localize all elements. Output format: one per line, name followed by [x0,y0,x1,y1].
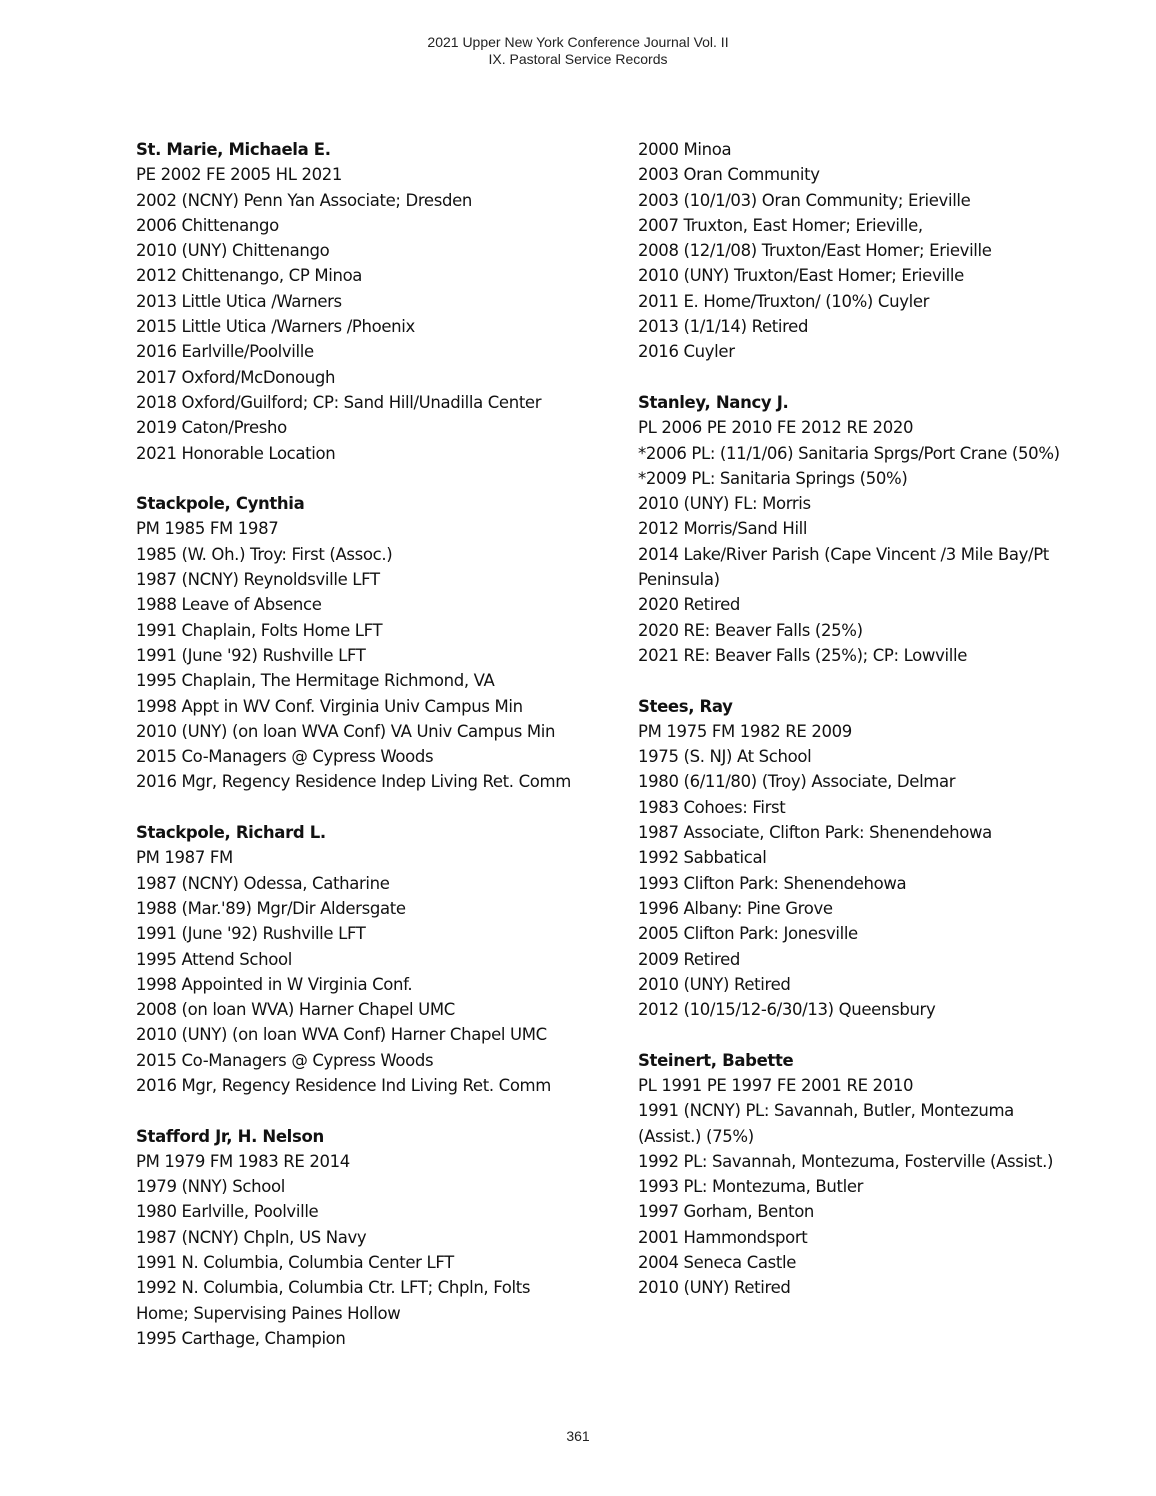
service-record-line: 2010 (UNY) Retired [638,1278,791,1298]
service-record-line: 1995 Carthage, Champion [136,1328,346,1348]
service-record-line: 1998 Appt in WV Conf. Virginia Univ Campus Min [136,696,523,716]
service-record-line: *2006 PL: (11/1/06) Sanitaria Sprgs/Port Crane (50%) [638,443,1060,463]
pastor-name: St. Marie, Michaela E. [136,140,331,159]
service-record-line: 2020 Retired [638,595,741,615]
service-record-line: PE 2002 FE 2005 HL 2021 [136,165,343,185]
service-record-line: 2016 Cuyler [638,342,735,362]
service-record-line: 1987 Associate, Clifton Park: Shenendehowa [638,823,992,843]
left-column [136,137,616,1377]
service-record-line: 1987 (NCNY) Reynoldsville LFT [136,570,380,590]
service-record-line: 2016 Mgr, Regency Residence Indep Living Ret. Comm [136,772,571,792]
service-record-line: 1992 Sabbatical [638,848,767,868]
service-record-line: PL 1991 PE 1997 FE 2001 RE 2010 [638,1075,914,1095]
page-number: 361 [566,1428,590,1444]
pastor-name: Stackpole, Richard L. [136,823,326,843]
pastor-entry [136,820,616,1098]
service-record-line: 1979 (NNY) School [136,1177,285,1197]
pastor-entry [638,694,1118,1023]
pastor-entry [136,137,616,466]
service-record-line: 1983 Cohoes: First [638,797,786,817]
pastor-entry [136,1124,616,1352]
pastor-name: Stackpole, Cynthia [136,494,305,514]
service-record-line: 2020 RE: Beaver Falls (25%) [638,620,863,640]
service-record-line: 2012 Chittenango, CP Minoa [136,266,363,286]
service-record-line: 2003 (10/1/03) Oran Community; Erieville [638,190,971,210]
service-record-line: 2010 (UNY) (on loan WVA Conf) Harner Chapel UMC [136,1025,547,1045]
service-record-line: 1991 (June '92) Rushville LFT [136,924,366,944]
service-record-line: Peninsula) [638,570,720,590]
service-record-line: 2009 Retired [638,949,741,969]
service-record-line: 2008 (12/1/08) Truxton/East Homer; Erieville [638,241,992,261]
service-record-line: 2010 (UNY) FL: Morris [638,494,811,514]
service-record-line: 1987 (NCNY) Odessa, Catharine [136,873,390,893]
service-record-line: 2017 Oxford/McDonough [136,367,336,387]
service-record-line: Home; Supervising Paines Hollow [136,1303,401,1323]
service-record-line: 2006 Chittenango [136,215,279,235]
service-record-line: *2009 PL: Sanitaria Springs (50%) [638,468,908,488]
journal-title: 2021 Upper New York Conference Journal Vol. II [427,34,729,50]
service-record-line: 1997 Gorham, Benton [638,1202,815,1222]
service-record-line: 1991 (NCNY) PL: Savannah, Butler, Montezuma [638,1101,1014,1121]
service-record-line: 2003 Oran Community [638,165,820,185]
service-record-line: 1980 Earlville, Poolville [136,1202,319,1222]
service-record-line: 1995 Attend School [136,949,292,969]
service-record-line: 2010 (UNY) (on loan WVA Conf) VA Univ Campus Min [136,721,556,741]
service-record-line: 2010 (UNY) Retired [638,974,791,994]
service-record-line: 1992 N. Columbia, Columbia Ctr. LFT; Chpln, Folts [136,1278,531,1298]
service-record-line: PM 1975 FM 1982 RE 2009 [638,721,852,741]
service-record-line: 2015 Co-Managers @ Cypress Woods [136,1050,434,1070]
service-record-line: PL 2006 PE 2010 FE 2012 RE 2020 [638,418,914,438]
service-record-line: 2004 Seneca Castle [638,1253,797,1273]
service-record-line: 1993 PL: Montezuma, Butler [638,1177,864,1197]
continued-entry [638,137,1118,365]
service-record-line: 1998 Appointed in W Virginia Conf. [136,974,413,994]
service-record-line: 2011 E. Home/Truxton/ (10%) Cuyler [638,291,930,311]
service-record-line: 2001 Hammondsport [638,1227,808,1247]
service-record-line: 2021 Honorable Location [136,443,336,463]
service-record-line: 2018 Oxford/Guilford; CP: Sand Hill/Unadilla Center [136,392,542,412]
service-record-line: PM 1985 FM 1987 [136,519,279,539]
service-record-line: 2002 (NCNY) Penn Yan Associate; Dresden [136,190,473,210]
pastor-entry [136,491,616,795]
service-record-line: 1991 N. Columbia, Columbia Center LFT [136,1253,454,1273]
service-record-line: 2010 (UNY) Truxton/East Homer; Erieville [638,266,964,286]
service-record-line: 2014 Lake/River Parish (Cape Vincent /3 Mile Bay/Pt [638,544,1049,564]
service-record-line: 2005 Clifton Park: Jonesville [638,924,858,944]
service-record-line: PM 1987 FM [136,848,233,868]
service-record-line: 1975 (S. NJ) At School [638,747,812,767]
pastor-name: Stees, Ray [638,696,733,716]
service-record-line: 2021 RE: Beaver Falls (25%); CP: Lowville [638,645,967,665]
service-record-line: 2015 Co-Managers @ Cypress Woods [136,747,434,767]
service-record-line: 1995 Chaplain, The Hermitage Richmond, VA [136,671,495,691]
service-record-line: 2013 Little Utica /Warners [136,291,342,311]
service-record-line: PM 1979 FM 1983 RE 2014 [136,1151,350,1171]
service-record-line: 1988 (Mar.'89) Mgr/Dir Aldersgate [136,898,406,918]
service-record-line: 1992 PL: Savannah, Montezuma, Fosterville (Assist.) [638,1151,1054,1171]
service-record-line: 2015 Little Utica /Warners /Phoenix [136,317,415,337]
service-record-line: 2012 (10/15/12-6/30/13) Queensbury [638,1000,936,1020]
service-record-line: 1980 (6/11/80) (Troy) Associate, Delmar [638,772,956,792]
pastor-name: Stanley, Nancy J. [638,392,789,412]
service-record-line: 1985 (W. Oh.) Troy: First (Assoc.) [136,544,393,564]
service-record-line: 2000 Minoa [638,140,732,159]
service-record-line: 1993 Clifton Park: Shenendehowa [638,873,907,893]
service-record-line: 2007 Truxton, East Homer; Erieville, [638,215,923,235]
service-record-line: 2010 (UNY) Chittenango [136,241,330,261]
service-record-line: 2012 Morris/Sand Hill [638,519,808,539]
service-record-line: 2019 Caton/Presho [136,418,287,438]
service-record-line: 1988 Leave of Absence [136,595,322,615]
page-header [0,34,1156,68]
service-record-line: 1991 (June '92) Rushville LFT [136,645,366,665]
service-record-line: (Assist.) (75%) [638,1126,754,1146]
service-record-line: 2016 Mgr, Regency Residence Ind Living Ret. Comm [136,1075,552,1095]
right-column [638,137,1118,1326]
section-title: IX. Pastoral Service Records [488,51,668,67]
pastor-name: Steinert, Babette [638,1050,794,1070]
service-record-line: 1987 (NCNY) Chpln, US Navy [136,1227,367,1247]
service-record-line: 1991 Chaplain, Folts Home LFT [136,620,383,640]
service-record-line: 1996 Albany: Pine Grove [638,898,833,918]
pastor-entry [638,390,1118,668]
pastor-name: Stafford Jr, H. Nelson [136,1126,324,1146]
service-record-line: 2013 (1/1/14) Retired [638,317,809,337]
pastor-entry [638,1048,1118,1301]
service-record-line: 2016 Earlville/Poolville [136,342,314,362]
service-record-line: 2008 (on loan WVA) Harner Chapel UMC [136,1000,455,1020]
